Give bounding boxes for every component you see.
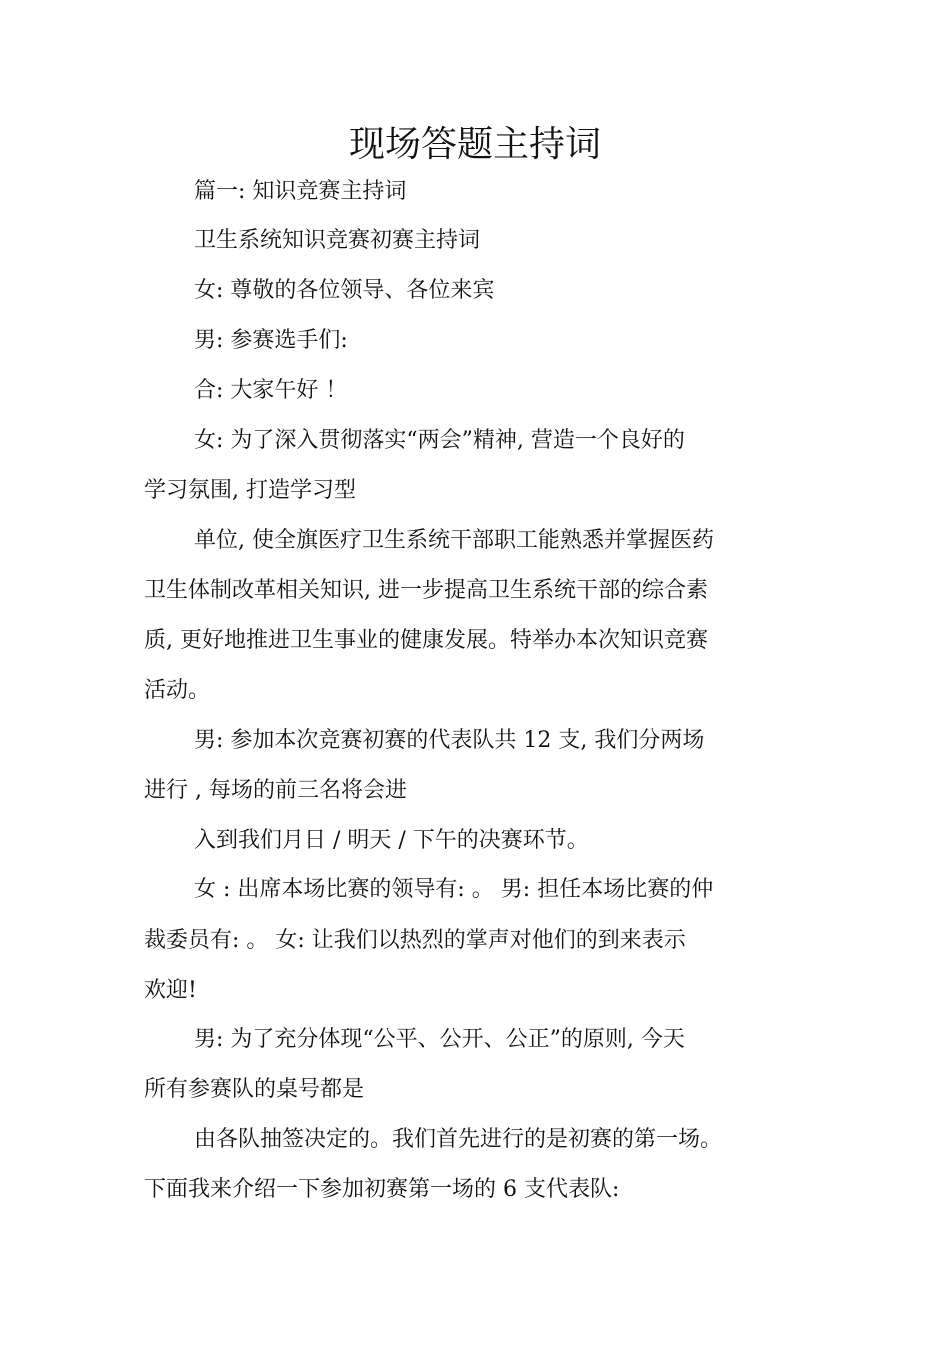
text-line-12: 男: 参加本次竞赛初赛的代表队共 12 支, 我们分两场 [194, 728, 705, 753]
text-line-2: 卫生系统知识竞赛初赛主持词 [194, 228, 481, 253]
text-line-18: 男: 为了充分体现“公平、公开、公正”的原则, 今天 [194, 1027, 685, 1052]
text-line-1: 篇一: 知识竞赛主持词 [194, 179, 407, 204]
text-line-13: 进行 , 每场的前三名将会进 [144, 778, 407, 803]
text-line-21: 下面我来介绍一下参加初赛第一场的 6 支代表队: [144, 1177, 620, 1202]
text-line-16: 裁委员有: 。 女: 让我们以热烈的掌声对他们的到来表示 [144, 928, 686, 953]
text-line-7: 学习氛围, 打造学习型 [144, 478, 356, 503]
text-line-11: 活动。 [144, 678, 211, 703]
page-title: 现场答题主持词 [348, 124, 601, 165]
text-line-10: 质, 更好地推进卫生事业的健康发展。特举办本次知识竞赛 [144, 628, 708, 653]
text-line-3: 女: 尊敬的各位领导、各位来宾 [194, 278, 495, 303]
text-line-8: 单位, 使全旗医疗卫生系统干部职工能熟悉并掌握医药 [194, 528, 714, 553]
text-line-17: 欢迎! [144, 978, 197, 1003]
text-line-6: 女: 为了深入贯彻落实“两会”精神, 营造一个良好的 [194, 428, 685, 453]
text-line-20: 由各队抽签决定的。我们首先进行的是初赛的第一场。 [194, 1127, 723, 1152]
text-line-14: 入到我们月日 / 明天 / 下午的决赛环节。 [194, 828, 589, 853]
text-line-15: 女 : 出席本场比赛的领导有: 。 男: 担任本场比赛的仲 [194, 877, 714, 902]
text-line-4: 男: 参赛选手们: [194, 328, 348, 353]
text-line-5: 合: 大家午好 ！ [194, 378, 348, 403]
text-line-9: 卫生体制改革相关知识, 进一步提高卫生系统干部的综合素 [144, 578, 708, 603]
text-line-19: 所有参赛队的桌号都是 [144, 1077, 365, 1102]
